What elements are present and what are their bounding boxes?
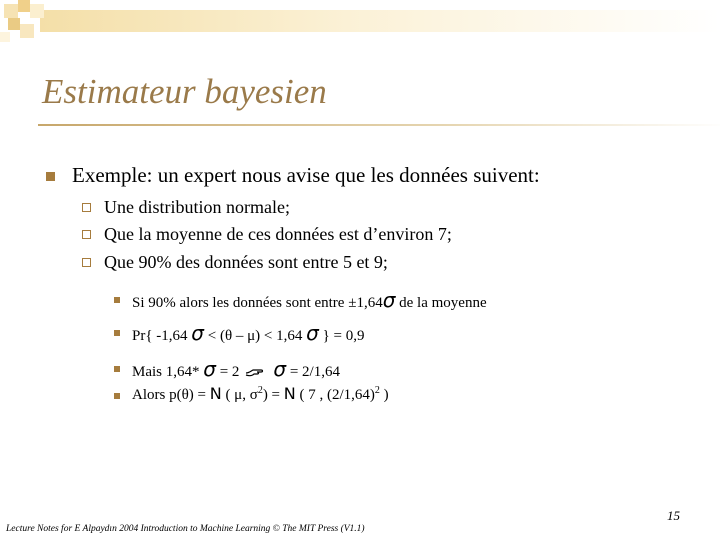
detail-text: ) = (262, 387, 284, 403)
title-underline (38, 124, 720, 126)
superscript: 2 (374, 385, 380, 396)
bullet-box (82, 203, 91, 212)
bullet-square (46, 172, 55, 181)
detail-text: Si 90% alors les données sont entre ±1,64 (132, 295, 383, 311)
detail-line-3 (132, 357, 340, 383)
detail-text: de la moyenne (395, 295, 487, 311)
page-number: 15 (667, 508, 680, 523)
sigma-symbol: σ (203, 357, 216, 381)
sigma-symbol: σ (191, 321, 204, 345)
detail-line-2 (132, 321, 364, 345)
detail-text: ) (379, 387, 389, 403)
normal-symbol: N (283, 384, 296, 403)
sigma-symbol: σ (273, 357, 287, 381)
detail-text: ( 7 , (2/1,64) (295, 387, 375, 403)
slide-title: Estimateur bayesien (42, 72, 327, 111)
detail-text: < (θ – μ) < 1,64 (203, 328, 307, 344)
sigma-symbol: σ (306, 321, 319, 345)
pointing-hand-icon (245, 364, 265, 383)
detail-text: Alors p(θ) = (132, 387, 210, 403)
sub-point-1: Une distribution normale; (104, 197, 290, 217)
detail-text: = 2 (215, 364, 240, 380)
main-point: Exemple: un expert nous avise que les données suivent: (72, 163, 540, 187)
footer-citation: Lecture Notes for E Alpaydın 2004 Introduction to Machine Learning © The MIT Press (V1.1) (6, 524, 365, 534)
sub-point-3: Que 90% des données sont entre 5 et 9; (104, 252, 388, 272)
detail-text: Pr{ -1,64 (132, 328, 192, 344)
normal-symbol: N (209, 384, 222, 403)
bullet-box (82, 258, 91, 267)
bullet-square (114, 393, 120, 399)
detail-line-1 (132, 288, 487, 312)
bullet-square (114, 297, 120, 303)
bullet-square (114, 366, 120, 372)
detail-line-4 (132, 384, 389, 404)
superscript: 2 (257, 385, 263, 396)
detail-text: } = 0,9 (318, 328, 365, 344)
sub-point-2: Que la moyenne de ces données est d’environ 7; (104, 224, 452, 244)
detail-text: Mais 1,64* (132, 364, 204, 380)
sigma-symbol: σ (382, 288, 396, 312)
detail-text: ( μ, σ (221, 387, 258, 403)
header-decoration-bar (40, 10, 720, 32)
detail-text: = 2/1,64 (286, 364, 340, 380)
bullet-box (82, 230, 91, 239)
bullet-square (114, 330, 120, 336)
